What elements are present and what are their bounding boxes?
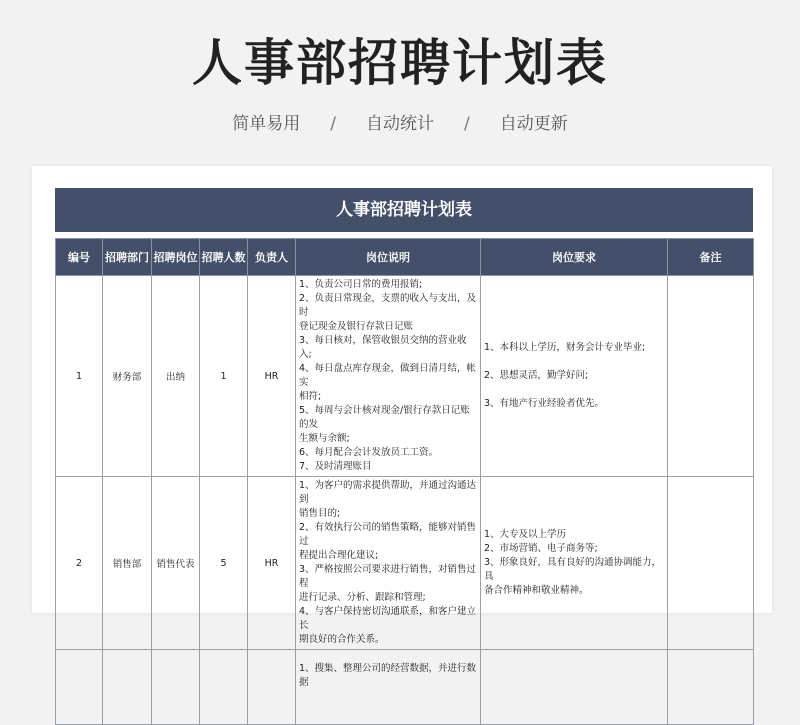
description-line: 程提出合理化建议; [299,550,379,561]
requirement-line: 1、大专及以上学历 [484,529,567,540]
cell-owner[interactable]: HR [248,477,296,650]
description-line: 3、每日核对，保管收银员交纳的营业收入; [299,335,467,360]
description-line: 销售目的; [299,508,341,519]
tag-separator: / [330,114,336,134]
description-line: 期良好的合作关系。 [299,634,385,645]
cell-description[interactable] [296,477,481,650]
cell-notes[interactable] [668,650,754,725]
cell-headcount[interactable]: 1 [200,276,248,477]
column-header-id: 编号 [56,239,103,276]
table-row [56,477,754,650]
tag-easy: 简单易用 [232,114,301,134]
column-header-headcount: 招聘人数 [200,239,248,276]
description-line: 登记现金及银行存款日记账 [299,321,414,332]
cell-owner[interactable] [248,650,296,725]
description-line: 4、与客户保持密切沟通联系，和客户建立长 [299,606,477,631]
table-header-row [56,239,754,276]
description-line: 1、为客户的需求提供帮助，并通过沟通达到 [299,480,477,505]
description-line: 3、严格按照公司要求进行销售，对销售过程 [299,564,477,589]
column-header-description: 岗位说明 [296,239,481,276]
cell-description[interactable] [296,650,481,725]
recruitment-plan-table [55,238,754,725]
cell-position[interactable] [152,650,200,725]
requirement-line: 3、形象良好，具有良好的沟通协调能力，具 [484,557,662,582]
cell-headcount[interactable]: 5 [200,477,248,650]
description-line: 2、有效执行公司的销售策略，能够对销售过 [299,522,477,547]
cell-position[interactable]: 出纳 [152,276,200,477]
description-line: 相符; [299,391,322,402]
description-line: 2、负责日常现金，支票的收入与支出，及时 [299,293,477,318]
cell-notes[interactable] [668,276,754,477]
cell-requirements[interactable] [481,276,668,477]
column-header-notes: 备注 [668,239,754,276]
column-header-department: 招聘部门 [103,239,152,276]
column-header-owner: 负责人 [248,239,296,276]
requirement-line: 1、本科以上学历，财务会计专业毕业; [484,342,646,353]
description-line: 进行记录、分析、跟踪和管理; [299,592,426,603]
cell-id[interactable] [56,650,103,725]
cell-department[interactable]: 财务部 [103,276,152,477]
cell-department[interactable]: 销售部 [103,477,152,650]
requirement-line: 2、思想灵活，勤学好问; [484,370,589,381]
tag-auto-stats: 自动统计 [366,114,434,134]
page-title: 人事部招聘计划表 [192,34,608,92]
description-line: 生额与余额; [299,433,350,444]
cell-department[interactable] [103,650,152,725]
table-row [56,276,754,477]
description-line: 1、负责公司日常的费用报销; [299,279,423,290]
table-row [56,650,754,725]
requirement-line: 3、有地产行业经验者优先。 [484,398,605,409]
cell-headcount[interactable] [200,650,248,725]
description-line: 6、每月配合会计发放员工工资。 [299,447,439,458]
cell-owner[interactable]: HR [248,276,296,477]
recruitment-table-wrapper [55,188,753,725]
tag-separator: / [464,114,470,134]
column-header-requirements: 岗位要求 [481,239,668,276]
description-line: 7、及时清理账目 [299,461,372,472]
cell-id[interactable]: 1 [56,276,103,477]
requirement-line [484,355,665,369]
feature-tags [0,112,800,136]
description-line: 1、搜集、整理公司的经营数据，并进行数据 [299,663,477,688]
cell-requirements[interactable] [481,650,668,725]
cell-id[interactable]: 2 [56,477,103,650]
cell-notes[interactable] [668,477,754,650]
table-banner-title: 人事部招聘计划表 [55,188,753,232]
requirement-line [484,383,665,397]
cell-requirements[interactable] [481,477,668,650]
tag-auto-update: 自动更新 [499,114,568,134]
spreadsheet-preview [32,166,772,688]
column-header-position: 招聘岗位 [152,239,200,276]
requirement-line: 备合作精神和敬业精神。 [484,585,589,596]
cell-description[interactable] [296,276,481,477]
requirement-line: 2、市场营销、电子商务等; [484,543,598,554]
description-line: 4、每日盘点库存现金，做到日清月结，帐实 [299,363,477,388]
cell-position[interactable]: 销售代表 [152,477,200,650]
description-line: 5、每周与会计核对现金/银行存款日记账的发 [299,405,470,430]
